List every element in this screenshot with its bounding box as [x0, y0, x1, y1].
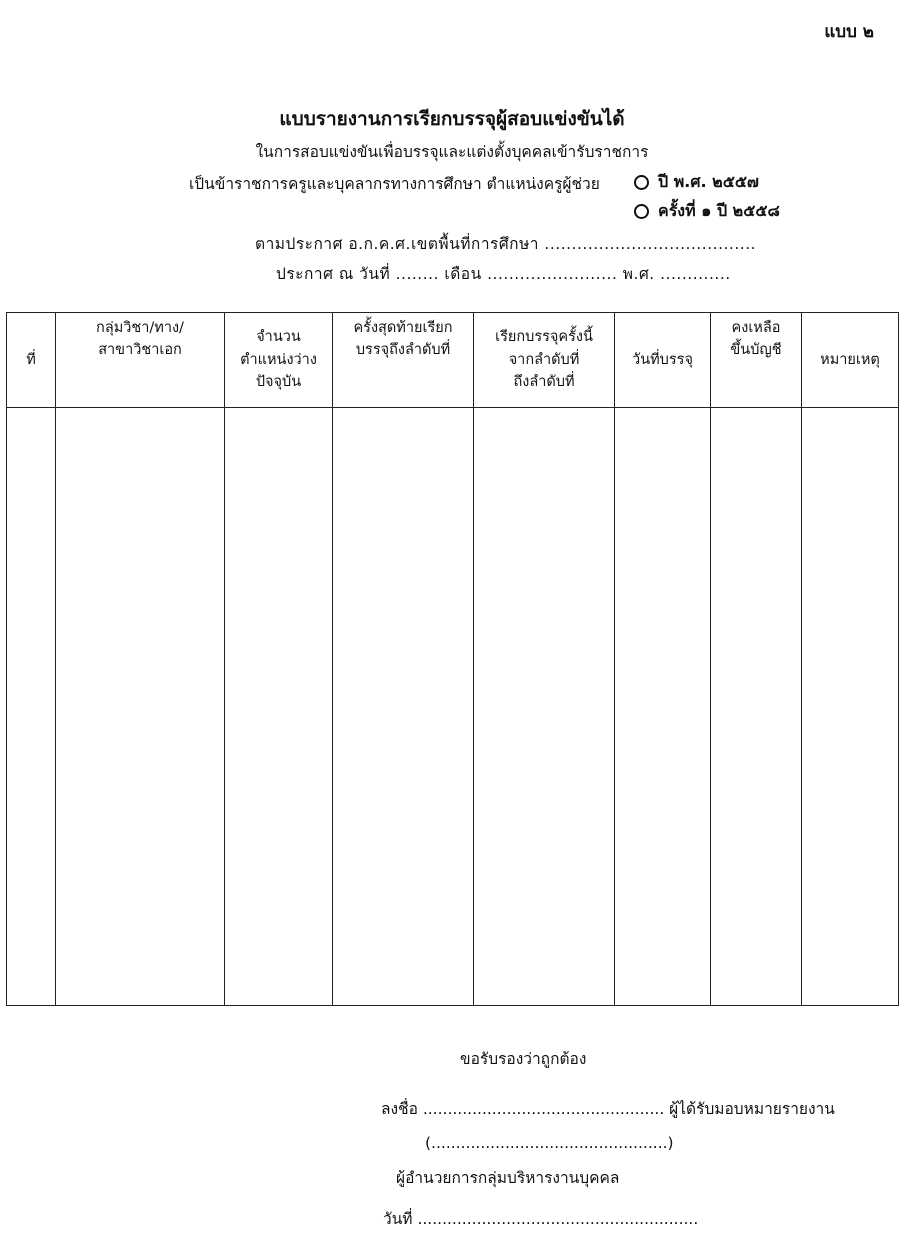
- table-row: [7, 408, 899, 1006]
- col-header-last-called: ครั้งสุดท้ายเรียก บรรจุถึงลำดับที่: [333, 313, 474, 408]
- table-cell[interactable]: [615, 408, 711, 1006]
- table-cell[interactable]: [474, 408, 615, 1006]
- form-code: แบบ ๒: [824, 22, 874, 42]
- report-table: [6, 312, 898, 1006]
- signature-name-parentheses: (................................................): [425, 1134, 674, 1152]
- col-header-vacancies: จำนวน ตำแหน่งว่าง ปัจจุบัน: [225, 313, 333, 408]
- radio-circle-icon[interactable]: [634, 204, 649, 219]
- option-year-2557-label: ปี พ.ศ. ๒๕๕๗: [658, 172, 759, 191]
- col-header-subject: กลุ่มวิชา/ทาง/ สาขาวิชาเอก: [56, 313, 225, 408]
- certification-text: ขอรับรองว่าถูกต้อง: [460, 1050, 587, 1068]
- signature-line: ลงชื่อ ................................................. ผู้ได้รับมอบหมายรายงาน: [381, 1100, 835, 1118]
- option-round-1-2558-label: ครั้งที่ ๑ ปี ๒๕๕๘: [658, 201, 780, 220]
- table-cell[interactable]: [7, 408, 56, 1006]
- col-header-number: ที่: [7, 313, 56, 408]
- table-cell[interactable]: [225, 408, 333, 1006]
- signature-date-line: วันที่ .........................................................: [383, 1210, 699, 1228]
- option-round-1-2558[interactable]: [634, 199, 780, 224]
- table-cell[interactable]: [802, 408, 899, 1006]
- signer-role: ผู้อำนวยการกลุ่มบริหารงานบุคคล: [396, 1169, 620, 1187]
- table-cell[interactable]: [56, 408, 225, 1006]
- radio-circle-icon[interactable]: [634, 175, 649, 190]
- col-header-remarks: หมายเหตุ: [802, 313, 899, 408]
- subtitle-line-1: ในการสอบแข่งขันเพื่อบรรจุและแต่งตั้งบุคคลเข้ารับราชการ: [255, 143, 649, 161]
- table-cell[interactable]: [333, 408, 474, 1006]
- col-header-this-call: เรียกบรรจุครั้งนี้ จากลำดับที่ ถึงลำดับที่: [474, 313, 615, 408]
- table-cell[interactable]: [711, 408, 802, 1006]
- subtitle-line-2: เป็นข้าราชการครูและบุคลากรทางการศึกษา ตำแหน่งครูผู้ช่วย: [189, 175, 600, 193]
- form-title: แบบรายงานการเรียกบรรจุผู้สอบแข่งขันได้: [279, 108, 625, 130]
- table-header-row: [7, 313, 899, 408]
- announcement-date-line: ประกาศ ณ วันที่ ........ เดือน ........................ พ.ศ. .............: [276, 265, 731, 283]
- col-header-remaining: คงเหลือ ขึ้นบัญชี: [711, 313, 802, 408]
- announcement-line: ตามประกาศ อ.ก.ค.ศ.เขตพื้นที่การศึกษา .......................................: [255, 235, 757, 253]
- option-year-2557[interactable]: [634, 170, 759, 195]
- col-header-appointment-date: วันที่บรรจุ: [615, 313, 711, 408]
